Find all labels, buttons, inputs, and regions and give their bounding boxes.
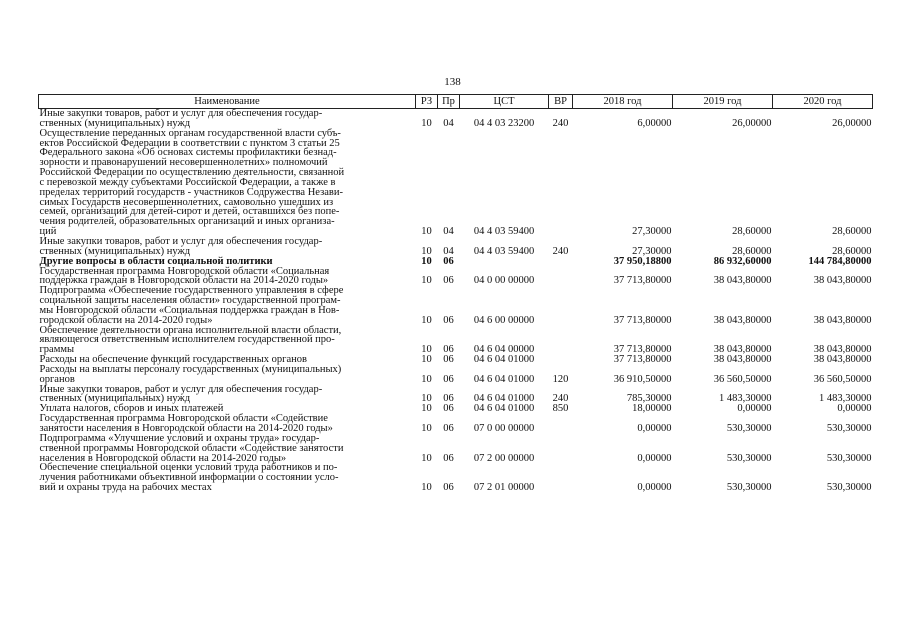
row-pr: 06	[443, 452, 454, 464]
row-cst: 04 6 00 00000	[473, 314, 535, 326]
row-amount-2019: 86 932,60000	[713, 255, 772, 267]
row-amount-2019: 38 043,80000	[713, 314, 772, 326]
row-vr	[549, 286, 573, 325]
row-vr: 850	[552, 403, 569, 415]
row-pr: 06	[443, 344, 454, 356]
table-row	[39, 385, 873, 405]
header-rz: РЗ	[416, 95, 438, 109]
row-amount-2018: 27,30000	[632, 245, 672, 257]
row-amount-2019: 38 043,80000	[713, 344, 772, 356]
row-cst: 04 6 04 00000	[473, 344, 535, 356]
row-rz: 10	[421, 344, 432, 356]
row-rz: 10	[421, 452, 432, 464]
row-pr: 04	[443, 245, 454, 257]
row-rz: 10	[421, 403, 432, 415]
header-name: Наименование	[39, 95, 416, 109]
row-rz: 10	[421, 245, 432, 257]
table-row	[39, 267, 873, 287]
row-amount-2020: 38 043,80000	[813, 314, 872, 326]
table-row	[39, 109, 873, 129]
row-name: Обеспечение деятельности органа исполнительной власти области, являющегося ответственным исполнителем государственной про- граммы	[39, 324, 342, 356]
row-amount-2020: 530,30000	[826, 423, 872, 434]
row-cst: 04 6 04 01000	[473, 354, 535, 366]
row-pr: 04	[443, 226, 454, 238]
row-name: Иные закупки товаров, работ и услуг для обеспечения государ- ственных (муниципальных) нужд	[39, 235, 323, 257]
row-cst: 04 6 04 01000	[473, 393, 535, 405]
row-amount-2018: 37 713,80000	[613, 314, 672, 326]
row-rz: 10	[421, 393, 432, 405]
row-vr	[549, 326, 573, 356]
table-row	[39, 237, 873, 257]
table-body	[39, 109, 873, 493]
row-amount-2018: 37 713,80000	[613, 344, 672, 356]
row-amount-2020: 38 043,80000	[813, 344, 872, 356]
row-amount-2019: 26,00000	[732, 117, 772, 129]
table-header-row	[39, 95, 873, 109]
row-name: Государственная программа Новгородской области «Социальная поддержка граждан в Новгородской области на 2014-2020 годы»	[39, 265, 330, 287]
row-amount-2019: 530,30000	[726, 423, 772, 434]
row-rz: 10	[421, 275, 432, 287]
header-pr: Пр	[438, 95, 460, 109]
row-rz: 10	[421, 354, 432, 366]
row-vr	[549, 257, 573, 267]
row-name: Иные закупки товаров, работ и услуг для обеспечения государ- ственных (муниципальных) нужд	[39, 383, 323, 405]
row-amount-2018: 37 950,18800	[613, 255, 672, 267]
header-2018: 2018 год	[573, 95, 673, 109]
row-amount-2018: 37 713,80000	[613, 275, 672, 287]
row-name: Расходы на выплаты персоналу государственных (муниципальных) органов	[39, 363, 342, 385]
row-vr	[549, 355, 573, 365]
row-rz: 10	[421, 255, 432, 267]
row-cst: 04 4 03 59400	[473, 226, 535, 238]
row-amount-2019: 1 483,30000	[719, 393, 772, 405]
row-cst: 04 0 00 00000	[473, 275, 535, 287]
row-amount-2019: 28,60000	[732, 245, 772, 257]
row-name: Осуществление переданных органам государственной власти субъ- ектов Российской Федерации в соответствии с пунктом 3 статьи 25 Федерального закона «Об основах системы профилактики безнад- зорности и правонарушений несовершеннолетних» полномочий Российской Федерации по осуществлению деятельности, связанной с перевозкой между субъектами Российской Федерации, а также в пределах территорий государств - участников Содружества Незави- симых Государств несовершеннолетних, самовольно ушедших из семей, организаций для детей-сирот и детей, оставшихся без попе- чения родителей, образовательных организаций и иных организа- ций	[39, 127, 345, 238]
row-vr	[549, 129, 573, 237]
row-amount-2018: 0,00000	[637, 452, 672, 464]
row-rz: 10	[421, 117, 432, 129]
header-cst: ЦСТ	[460, 95, 549, 109]
row-pr: 06	[443, 423, 454, 434]
row-cst	[460, 257, 549, 267]
row-vr: 120	[552, 373, 569, 385]
row-name: Иные закупки товаров, работ и услуг для обеспечения государ- ственных (муниципальных) нужд	[39, 108, 323, 129]
row-pr: 06	[443, 393, 454, 405]
row-pr: 06	[443, 314, 454, 326]
table-row	[39, 286, 873, 325]
row-name: Государственная программа Новгородской области «Содействие занятости населения в Новгородской области на 2014-2020 годы»	[39, 413, 333, 434]
header-2019: 2019 год	[673, 95, 773, 109]
row-cst: 04 6 04 01000	[473, 373, 535, 385]
table-row	[39, 434, 873, 464]
row-amount-2020: 1 483,30000	[819, 393, 872, 405]
row-amount-2020: 38 043,80000	[813, 275, 872, 287]
row-pr: 06	[443, 275, 454, 287]
row-rz: 10	[421, 482, 432, 494]
row-cst: 04 4 03 23200	[473, 117, 535, 129]
row-rz: 10	[421, 226, 432, 238]
row-amount-2020: 144 784,80000	[808, 255, 872, 267]
table-row	[39, 414, 873, 434]
table-row	[39, 326, 873, 356]
row-amount-2019: 530,30000	[726, 482, 772, 494]
row-amount-2020: 530,30000	[826, 452, 872, 464]
header-2020: 2020 год	[773, 95, 873, 109]
row-amount-2018: 27,30000	[632, 226, 672, 238]
row-pr: 06	[443, 373, 454, 385]
row-vr	[549, 414, 573, 434]
row-rz: 10	[421, 373, 432, 385]
row-name: Обеспечение специальной оценки условий труда работников и по- лучения работниками объективной информации о состоянии усло- вий и охраны труда на рабочих местах	[39, 462, 339, 494]
row-amount-2019: 36 560,50000	[713, 373, 772, 385]
row-vr	[549, 267, 573, 287]
row-amount-2020: 28,60000	[832, 226, 872, 238]
row-name: Уплата налогов, сборов и иных платежей	[39, 403, 224, 415]
row-amount-2019: 38 043,80000	[713, 354, 772, 366]
row-name: Другие вопросы в области социальной политики	[39, 255, 273, 267]
row-amount-2019: 28,60000	[732, 226, 772, 238]
row-amount-2018: 18,00000	[632, 403, 672, 415]
row-pr: 06	[443, 482, 454, 494]
row-pr: 04	[443, 117, 454, 129]
row-pr: 06	[443, 255, 454, 267]
row-amount-2018: 6,00000	[637, 117, 672, 129]
row-pr: 06	[443, 354, 454, 366]
row-amount-2018: 0,00000	[637, 423, 672, 434]
row-amount-2018: 0,00000	[637, 482, 672, 494]
header-vr: ВР	[549, 95, 573, 109]
row-cst: 07 2 00 00000	[473, 452, 535, 464]
row-amount-2020: 28,60000	[832, 245, 872, 257]
row-vr	[549, 434, 573, 464]
page-number: 138	[444, 76, 461, 88]
table-row	[39, 365, 873, 385]
budget-table	[38, 94, 873, 493]
row-name: Расходы на обеспечение функций государственных органов	[39, 354, 307, 366]
row-vr: 240	[552, 117, 569, 129]
row-amount-2018: 785,30000	[626, 393, 672, 405]
row-cst: 07 2 01 00000	[473, 482, 535, 494]
row-vr: 240	[552, 245, 569, 257]
row-amount-2020: 0,00000	[837, 403, 872, 415]
row-vr: 240	[552, 393, 569, 405]
row-amount-2019: 530,30000	[726, 452, 772, 464]
row-rz: 10	[421, 423, 432, 434]
row-pr: 06	[443, 403, 454, 415]
row-amount-2019: 38 043,80000	[713, 275, 772, 287]
row-cst: 07 0 00 00000	[473, 423, 535, 434]
row-name: Подпрограмма «Улучшение условий и охраны труда» государ- ственной программы Новгородской области «Содействие занятости населения в Новгородской области на 2014-2020 годы»	[39, 432, 344, 464]
row-amount-2019: 0,00000	[737, 403, 772, 415]
table-row	[39, 129, 873, 237]
row-vr	[549, 463, 573, 493]
row-amount-2020: 38 043,80000	[813, 354, 872, 366]
row-cst: 04 6 04 01000	[473, 403, 535, 415]
row-name: Подпрограмма «Обеспечение государственного управления в сфере социальной защиты населения области» государственной програм- мы Новгородской области «Социальная поддержка граждан в Нов- городской области на 2014-2020 годы»	[39, 285, 344, 326]
row-amount-2020: 530,30000	[826, 482, 872, 494]
row-amount-2018: 36 910,50000	[613, 373, 672, 385]
row-rz: 10	[421, 314, 432, 326]
row-amount-2018: 37 713,80000	[613, 354, 672, 366]
row-amount-2020: 36 560,50000	[813, 373, 872, 385]
row-cst: 04 4 03 59400	[473, 245, 535, 257]
table-row	[39, 463, 873, 493]
row-amount-2020: 26,00000	[832, 117, 872, 129]
